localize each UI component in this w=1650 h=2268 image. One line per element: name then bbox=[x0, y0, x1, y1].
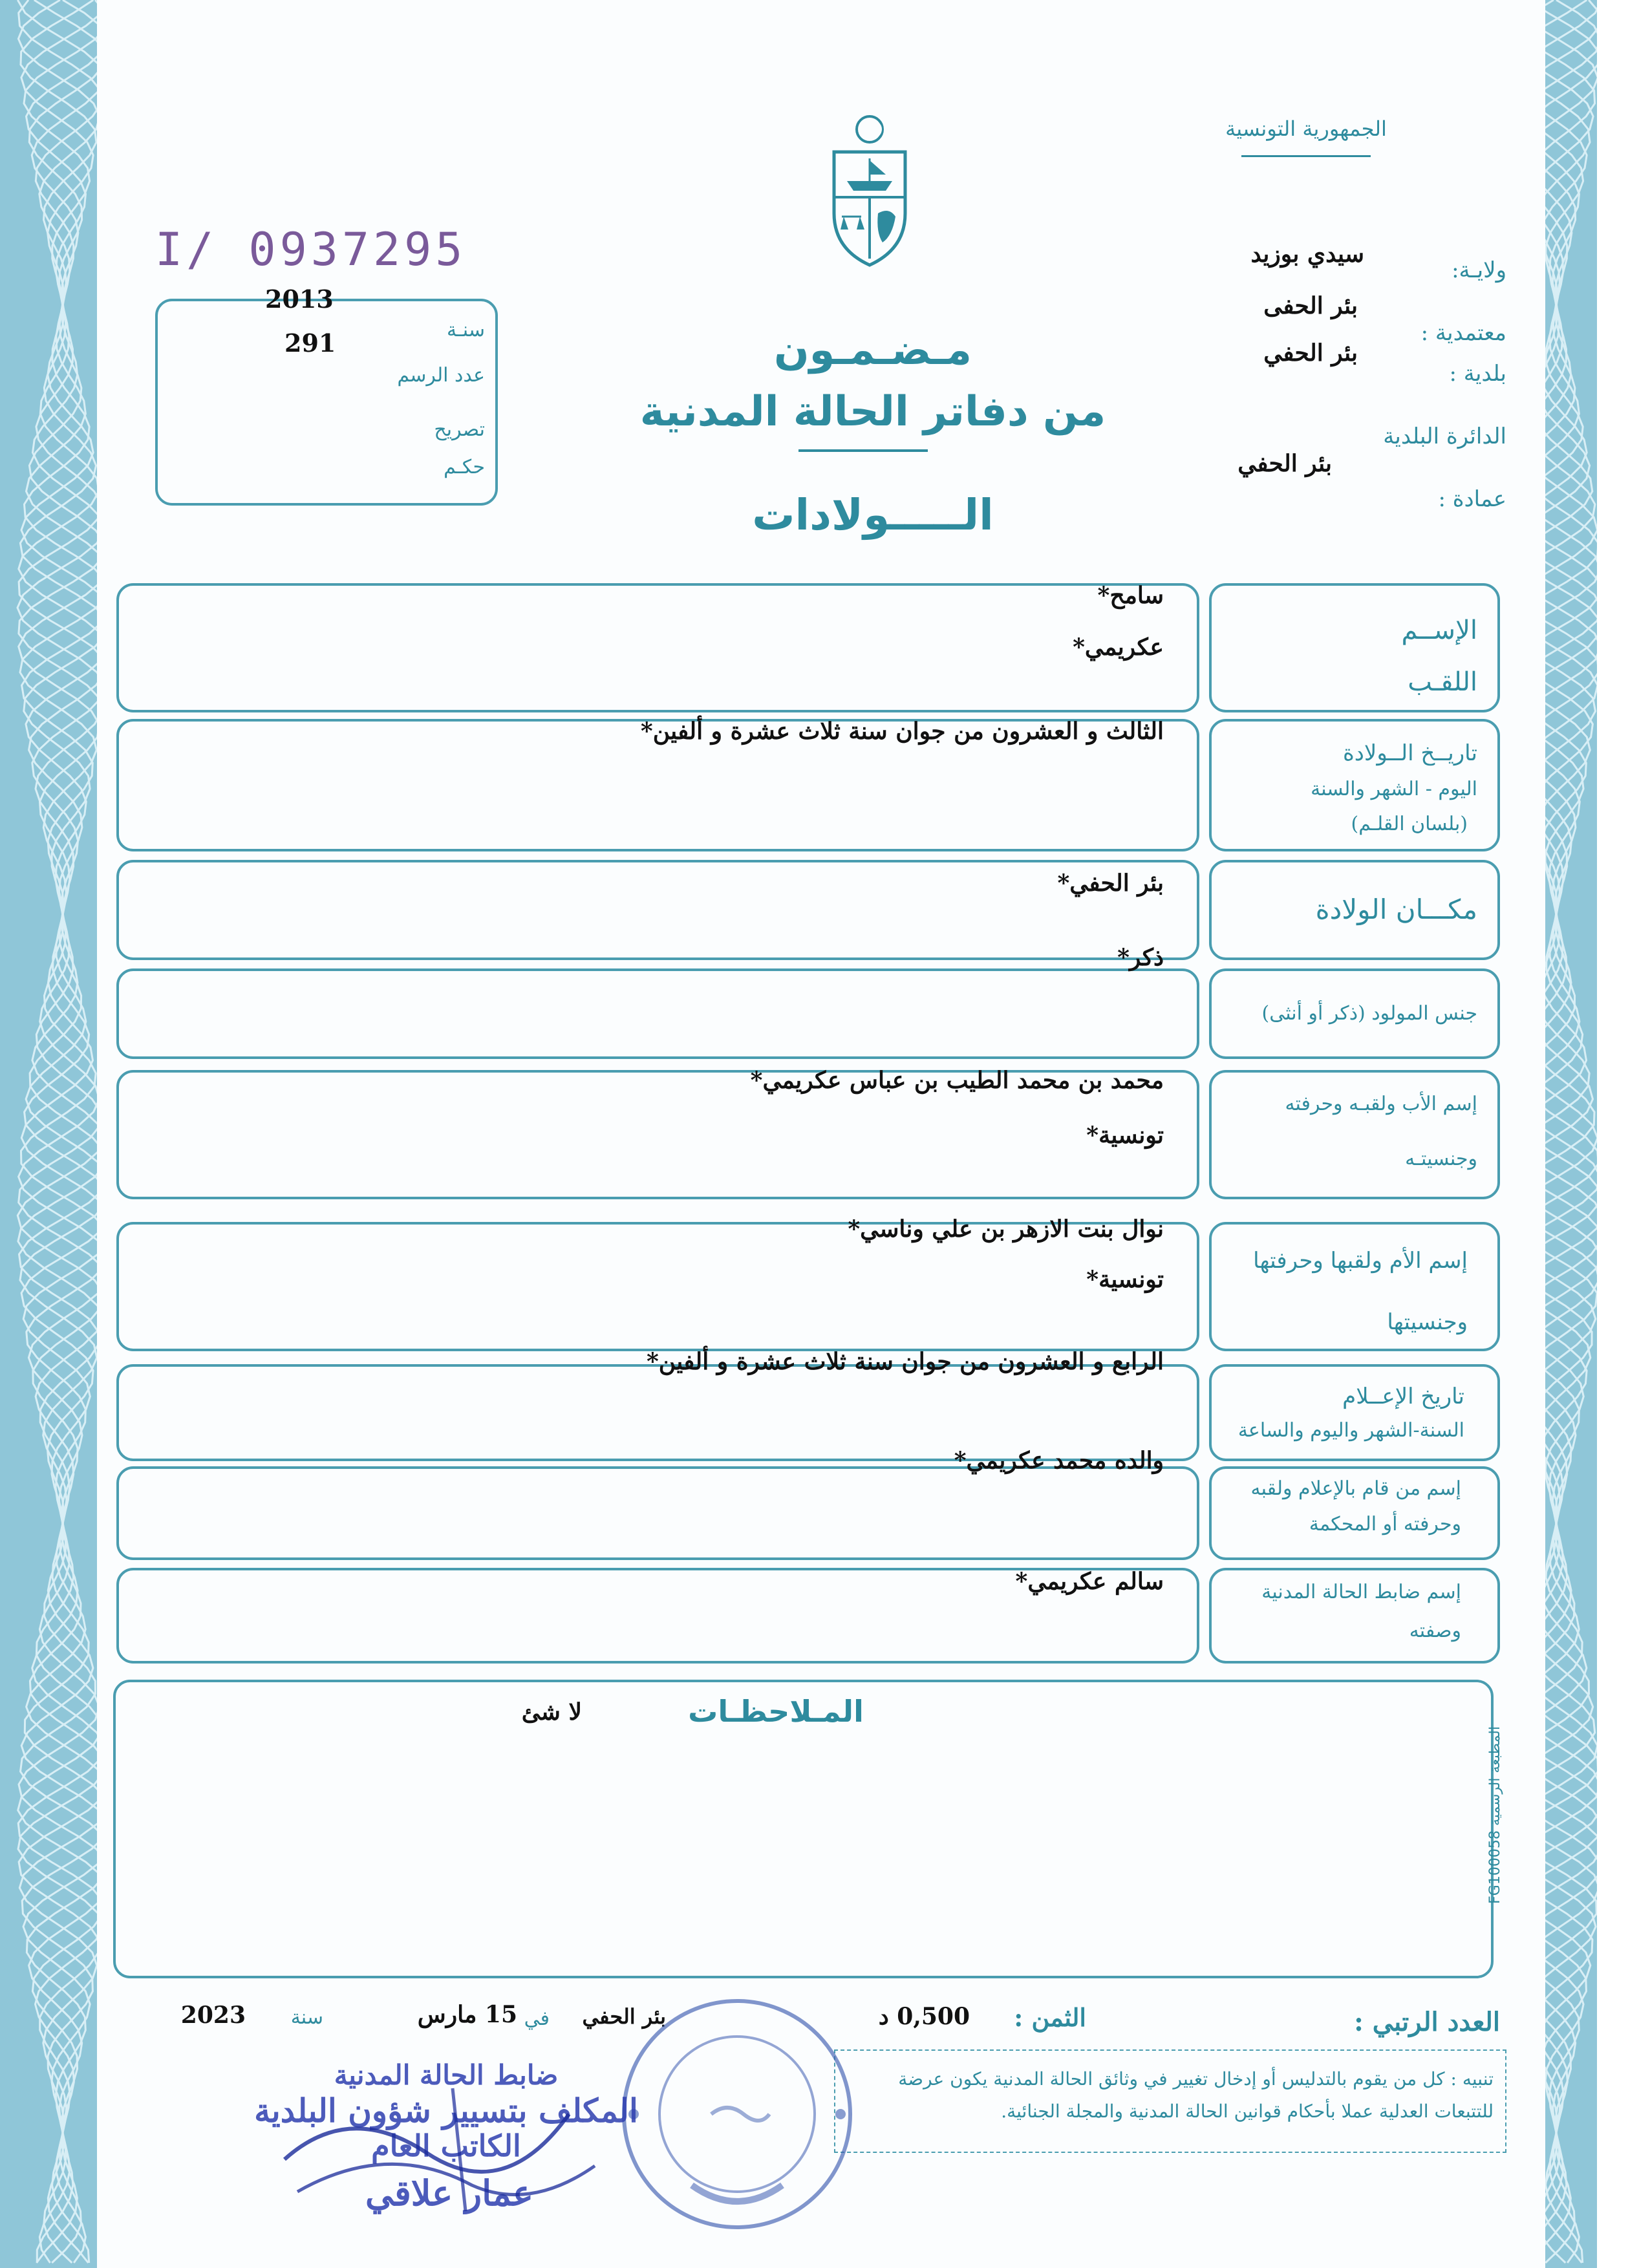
birth-place-label: مكـــان الولادة bbox=[1315, 893, 1477, 925]
signature-stamp-role: المكلف بتسيير شؤون البلدية bbox=[254, 2091, 638, 2130]
father-nationality-value: تونسية* bbox=[1086, 1122, 1164, 1149]
issue-year-value: 2023 bbox=[180, 2002, 246, 2029]
round-municipal-stamp bbox=[614, 1991, 860, 2237]
remarks-label: المـلاحظـات bbox=[688, 1694, 864, 1729]
surname-value: عكريمي* bbox=[1073, 634, 1164, 661]
register-number-label: عدد الرسم bbox=[397, 364, 485, 387]
birth-date-label: تاريــخ الــولادة bbox=[1342, 740, 1477, 766]
republic-title: الجمهورية التونسية bbox=[1225, 116, 1387, 141]
birth-date-in-words-label: (بلسان القلـم) bbox=[1351, 813, 1468, 835]
signature-stamp-name: عمار علاقي bbox=[365, 2172, 534, 2214]
sex-label: جنس المولود (ذكر أو أنثى) bbox=[1261, 1002, 1477, 1025]
warning-line-1: تنبيه : كل من يقوم بالتدليس أو إدخال تغيير في وثائق الحالة المدنية يكون عرضة bbox=[898, 2068, 1494, 2090]
declaration-date-sublabel: السنة-الشهر واليوم والساعة bbox=[1238, 1419, 1464, 1442]
printer-code: المطبعة الرسمية FG100058 bbox=[1487, 1726, 1503, 1904]
issue-date-value: 15 مارس bbox=[417, 2001, 517, 2028]
name-value: سامح* bbox=[1097, 582, 1164, 609]
officer-label: إسم ضابط الحالة المدنية bbox=[1261, 1581, 1461, 1603]
warning-line-2: للتتبعات العدلية عملا بأحكام قوانين الحالة المدنية والمجلة الجنائية. bbox=[1001, 2101, 1494, 2122]
municipality-label: بلدية : bbox=[1449, 361, 1506, 387]
remarks-value: لا شئ bbox=[521, 1698, 582, 1726]
republic-underline bbox=[1241, 155, 1371, 157]
declarant-value: والده محمد عكريمي* bbox=[954, 1447, 1164, 1474]
signature-stamp-secretary: الكاتب العام bbox=[371, 2128, 521, 2163]
doc-title-registers: من دفاتر الحالة المدنية bbox=[639, 388, 1106, 436]
sex-value: ذكر* bbox=[1117, 944, 1164, 971]
father-nationality-label: وجنسيتـه bbox=[1405, 1148, 1477, 1170]
register-year-label: سنـة bbox=[446, 319, 485, 341]
doc-title-births: الـــــولادات bbox=[752, 490, 994, 540]
issue-year-label: سنة bbox=[290, 2006, 323, 2029]
register-judgment-label: حكـم bbox=[444, 456, 485, 478]
title-underline bbox=[798, 449, 928, 452]
declaration-date-value: الرابع و العشرون من جوان سنة ثلاث عشرة و ألفين* bbox=[646, 1348, 1164, 1375]
serial-number: I/ 0937295 bbox=[155, 223, 467, 276]
mother-nationality-label: وجنسيتها bbox=[1387, 1309, 1468, 1335]
father-value: محمد بن محمد الطيب بن عباس عكريمي* bbox=[750, 1067, 1164, 1094]
mother-value: نوال بنت الازهر بن علي وناسي* bbox=[848, 1215, 1164, 1243]
municipal-district-label: الدائرة البلدية bbox=[1383, 423, 1506, 449]
mother-nationality-value: تونسية* bbox=[1086, 1266, 1164, 1293]
declarant-label: إسم من قام بالإعلام ولقبه bbox=[1250, 1477, 1461, 1500]
officer-value: سالم عكريمي* bbox=[1015, 1568, 1164, 1595]
register-number-value: 291 bbox=[284, 328, 336, 358]
surname-label: اللقـب bbox=[1408, 667, 1477, 697]
register-year-value: 2013 bbox=[265, 284, 334, 314]
price-label: الثمن : bbox=[1014, 2003, 1086, 2032]
wilaya-value: سيدي بوزيد bbox=[1250, 241, 1364, 268]
doc-title-extract: مـضـمـون bbox=[774, 326, 972, 374]
mother-label: إسم الأم ولقبها وحرفتها bbox=[1253, 1248, 1468, 1274]
price-value: 0,500 د bbox=[878, 2003, 970, 2030]
signature-stamp-title: ضابط الحالة المدنية bbox=[334, 2059, 559, 2091]
wilaya-label: ولايـة: bbox=[1452, 257, 1506, 283]
declarant-sublabel: وحرفته أو المحكمة bbox=[1309, 1513, 1461, 1535]
birth-date-sublabel: اليوم - الشهر والسنة bbox=[1311, 778, 1477, 800]
father-label: إسم الأب ولقبـه وحرفته bbox=[1285, 1093, 1477, 1115]
scan-margin bbox=[1597, 0, 1650, 2268]
issue-place: بئر الحفي bbox=[582, 2004, 666, 2029]
handwritten-signature bbox=[259, 2062, 621, 2224]
coat-of-arms-emblem bbox=[821, 110, 918, 272]
declaration-date-label: تاريخ الإعــلام bbox=[1342, 1384, 1464, 1409]
imada-label: عمادة : bbox=[1438, 486, 1506, 512]
birth-place-value: بئر الحفي* bbox=[1057, 870, 1164, 897]
municipality-value: بئر الحفي bbox=[1263, 339, 1358, 367]
officer-sublabel: وصفته bbox=[1409, 1620, 1461, 1642]
register-declaration-label: تصريح bbox=[434, 418, 485, 441]
birth-date-value: الثالث و العشرون من جوان سنة ثلاث عشرة و ألفين* bbox=[640, 718, 1164, 745]
ordinal-number-label: العدد الرتبي : bbox=[1354, 2007, 1500, 2037]
issue-in-label: في bbox=[524, 2007, 550, 2030]
name-label: الإســم bbox=[1401, 615, 1477, 645]
sex-value-box bbox=[116, 968, 1199, 1059]
declarant-value-box bbox=[116, 1466, 1199, 1560]
delegation-value: بئر الحفى bbox=[1263, 292, 1358, 319]
municipal-district-value: بئر الحفي bbox=[1238, 450, 1332, 477]
delegation-label: معتمدية : bbox=[1420, 320, 1506, 346]
